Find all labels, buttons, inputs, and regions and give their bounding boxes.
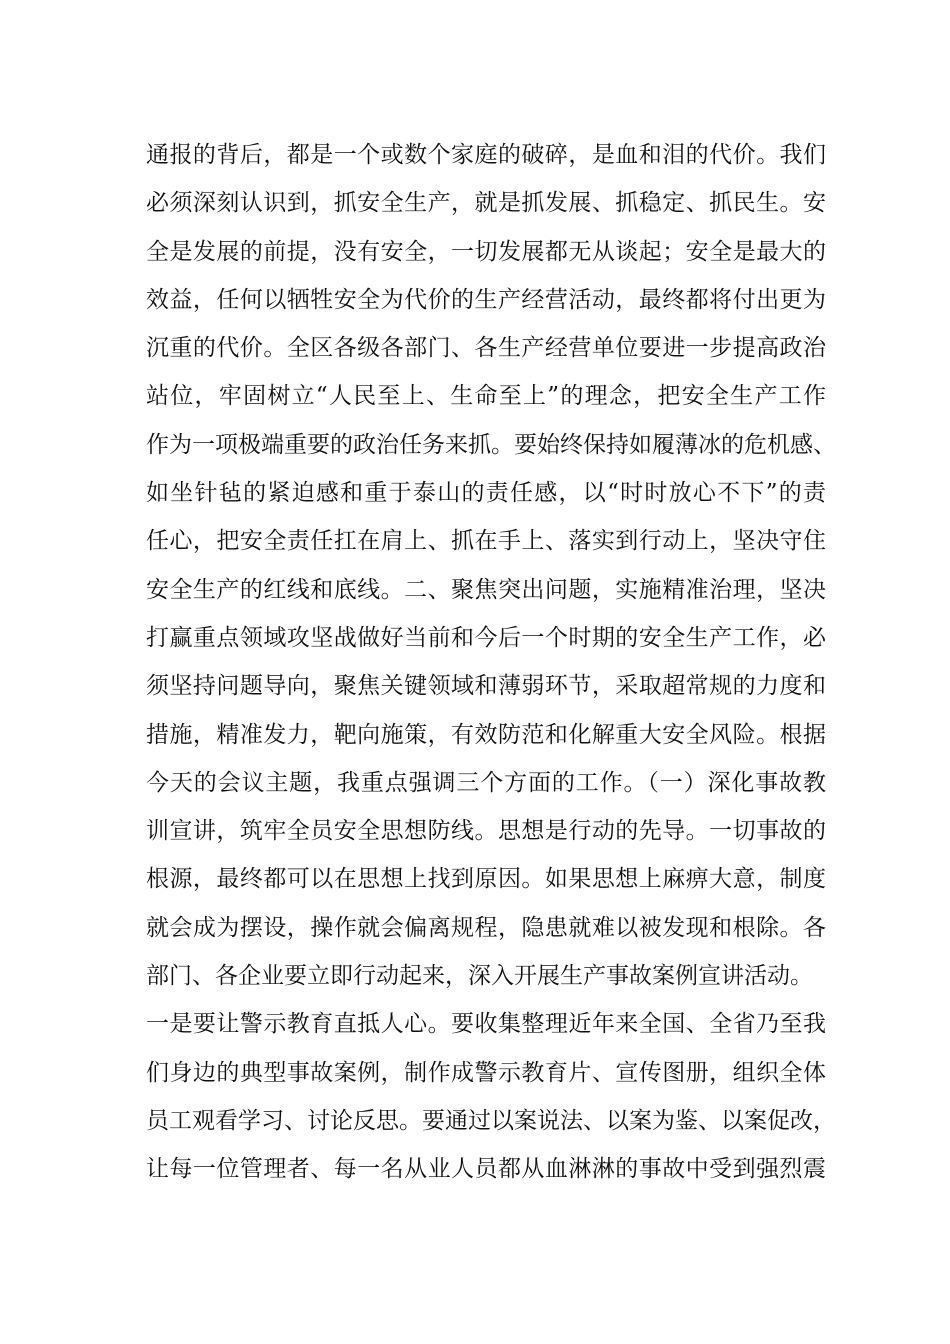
text-line: 必须深刻认识到，抓安全生产，就是抓发展、抓稳定、抓民生。安	[146, 190, 826, 217]
text-line: 安全生产的红线和底线。二、聚焦突出问题，实施精准治理，坚决	[146, 576, 826, 603]
text-line: 训宣讲，筑牢全员安全思想防线。思想是行动的先导。一切事故的	[146, 818, 826, 845]
text-line: 任心，把安全责任扛在肩上、抓在手上、落实到行动上，坚决守住	[146, 528, 826, 555]
text-line: 让每一位管理者、每一名从业人员都从血淋淋的事故中受到强烈震	[146, 1156, 826, 1183]
text-line: 须坚持问题导向，聚焦关键领域和薄弱环节，采取超常规的力度和	[146, 673, 826, 700]
text-line: 措施，精准发力，靶向施策，有效防范和化解重大安全风险。根据	[146, 721, 826, 748]
text-line: 一是要让警示教育直抵人心。要收集整理近年来全国、全省乃至我	[146, 1011, 826, 1038]
text-line: 作为一项极端重要的政治任务来抓。要始终保持如履薄冰的危机感、	[146, 431, 836, 458]
text-line: 全是发展的前提，没有安全，一切发展都无从谈起；安全是最大的	[146, 238, 826, 265]
text-line: 今天的会议主题，我重点强调三个方面的工作。（一）深化事故教	[146, 769, 826, 796]
text-line: 站位，牢固树立“人民至上、生命至上”的理念，把安全生产工作	[146, 383, 826, 410]
text-line: 员工观看学习、讨论反思。要通过以案说法、以案为鉴、以案促改，	[146, 1107, 836, 1134]
text-line: 效益，任何以牺牲安全为代价的生产经营活动，最终都将付出更为	[146, 286, 826, 313]
text-line: 沉重的代价。全区各级各部门、各生产经营单位要进一步提高政治	[146, 335, 826, 362]
text-line: 根源，最终都可以在思想上找到原因。如果思想上麻痹大意，制度	[146, 866, 826, 893]
text-line: 们身边的典型事故案例，制作成警示教育片、宣传图册，组织全体	[146, 1059, 826, 1086]
body-text	[146, 137, 836, 1200]
text-line: 如坐针毡的紧迫感和重于泰山的责任感，以“时时放心不下”的责	[146, 480, 826, 507]
text-line: 部门、各企业要立即行动起来，深入开展生产事故案例宣讲活动。	[146, 963, 813, 990]
text-line: 就会成为摆设，操作就会偏离规程，隐患就难以被发现和根除。各	[146, 914, 826, 941]
text-line: 打赢重点领域攻坚战做好当前和今后一个时期的安全生产工作，必	[146, 624, 826, 651]
text-line: 通报的背后，都是一个或数个家庭的破碎，是血和泪的代价。我们	[146, 142, 826, 168]
